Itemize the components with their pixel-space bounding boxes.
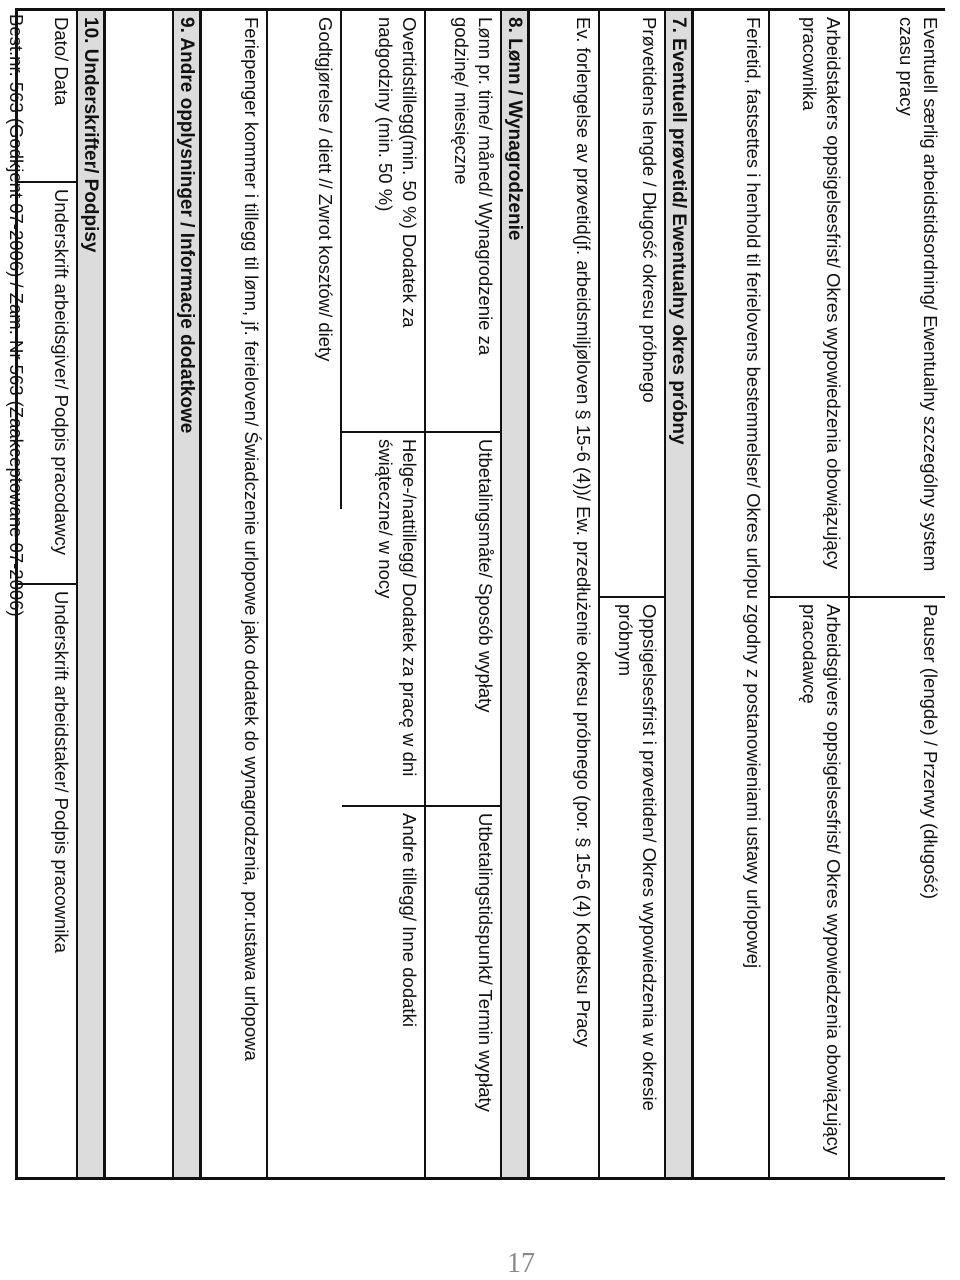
additional-info-area[interactable]: [106, 11, 172, 1171]
employer-signature-label: Underskrift arbeidsgiver/ Podpis pracodawcy: [51, 189, 72, 556]
employee-signature-label: Underskrift arbeidstaker/ Podpis pracownika: [51, 591, 72, 953]
payment-date-label: Utbetalingstidspunkt/ Termin wypłaty: [475, 813, 496, 1112]
section-7-header: 7. Eventuell prøvetid/ Ewentualny okres próbny: [664, 11, 694, 1177]
section-8-header: 8. Lønn / Wynagrodzenie: [500, 11, 530, 1177]
night-weekend-label: Helge-/nattillegg/ Dodatek za pracę w dni świąteczne/ w nocy: [375, 439, 420, 777]
page-number: 17: [507, 1248, 535, 1279]
order-number-footer: Best.nr. 563 (Godkjent 07-2006) / Zam. Nr 563 (Zaakceptowane 07-2006): [6, 14, 27, 617]
employee-notice-label: Arbeidstakers oppsigelsesfrist/ Okres wypowiedzenia obowiązujący pracownika: [799, 17, 844, 570]
holiday-pay-label: Feriepenger kommer i tillegg til lønn, jf. ferieloven/ Świadczenie urlopowe jako dodatek do wynagrodzenia, por.ustawa urlopowa: [241, 17, 262, 1061]
divider: [424, 11, 426, 1177]
probation-length-label: Prøvetidens lengde / Długość okresu próbnego: [639, 17, 660, 403]
breaks-label: Pauser (lengde) / Przerwy (długość): [920, 604, 941, 900]
other-allowances-label: Andre tillegg/ Inne dodatki: [399, 813, 420, 1027]
overtime-label: Overtidstillegg(min. 50 %) Dodatek za nadgodziny (min. 50 %): [375, 17, 420, 328]
divider: [598, 11, 600, 1177]
divider: [768, 11, 770, 1177]
special-hours-label: Eventuell særlig arbeidstidsordning/ Ewentualny szczególny system czasu pracy: [896, 17, 941, 572]
payment-method-label: Utbetalingsmåte/ Sposób wypłaty: [475, 439, 496, 713]
divider: [340, 11, 342, 509]
section-9-header: 9. Andre opplysninger / Informacje dodatkowe: [172, 11, 202, 1177]
probation-extension-label: Ev. forlengelse av prøvetid(jf. arbeidsmiljøloven § 15-6 (4))/ Ew. przedłużenie okresu próbnego (por. § 15-6 (4) Kodeksu Pracy: [573, 17, 594, 1047]
divider: [848, 11, 850, 1177]
section-10-header: 10. Underskrifter/ Podpisy: [76, 11, 106, 1177]
probation-notice-label: Oppsigelsesfrist i prøvetiden/ Okres wypowiedzenia w okresie próbnym: [615, 604, 660, 1111]
holiday-period-label: Ferietid, fastsettes i henhold til ferielovens bestemmelser/ Okres urlopu zgodny z postanowieniami ustawy urlopowej: [743, 17, 764, 969]
employer-notice-label: Arbeidsgivers oppsigelsesfrist/ Okres wypowiedzenia obowiązujący pracodawcę: [799, 604, 844, 1156]
expenses-label: Godtgjørelse / diett // Zwrot kosztów/ diety: [315, 17, 336, 362]
wage-label: Lønn pr. time/ måned/ Wynagrodzenie za godzinę/ miesięczne: [451, 17, 496, 356]
divider: [266, 11, 268, 1177]
date-label: Dato/ Data: [51, 17, 72, 106]
